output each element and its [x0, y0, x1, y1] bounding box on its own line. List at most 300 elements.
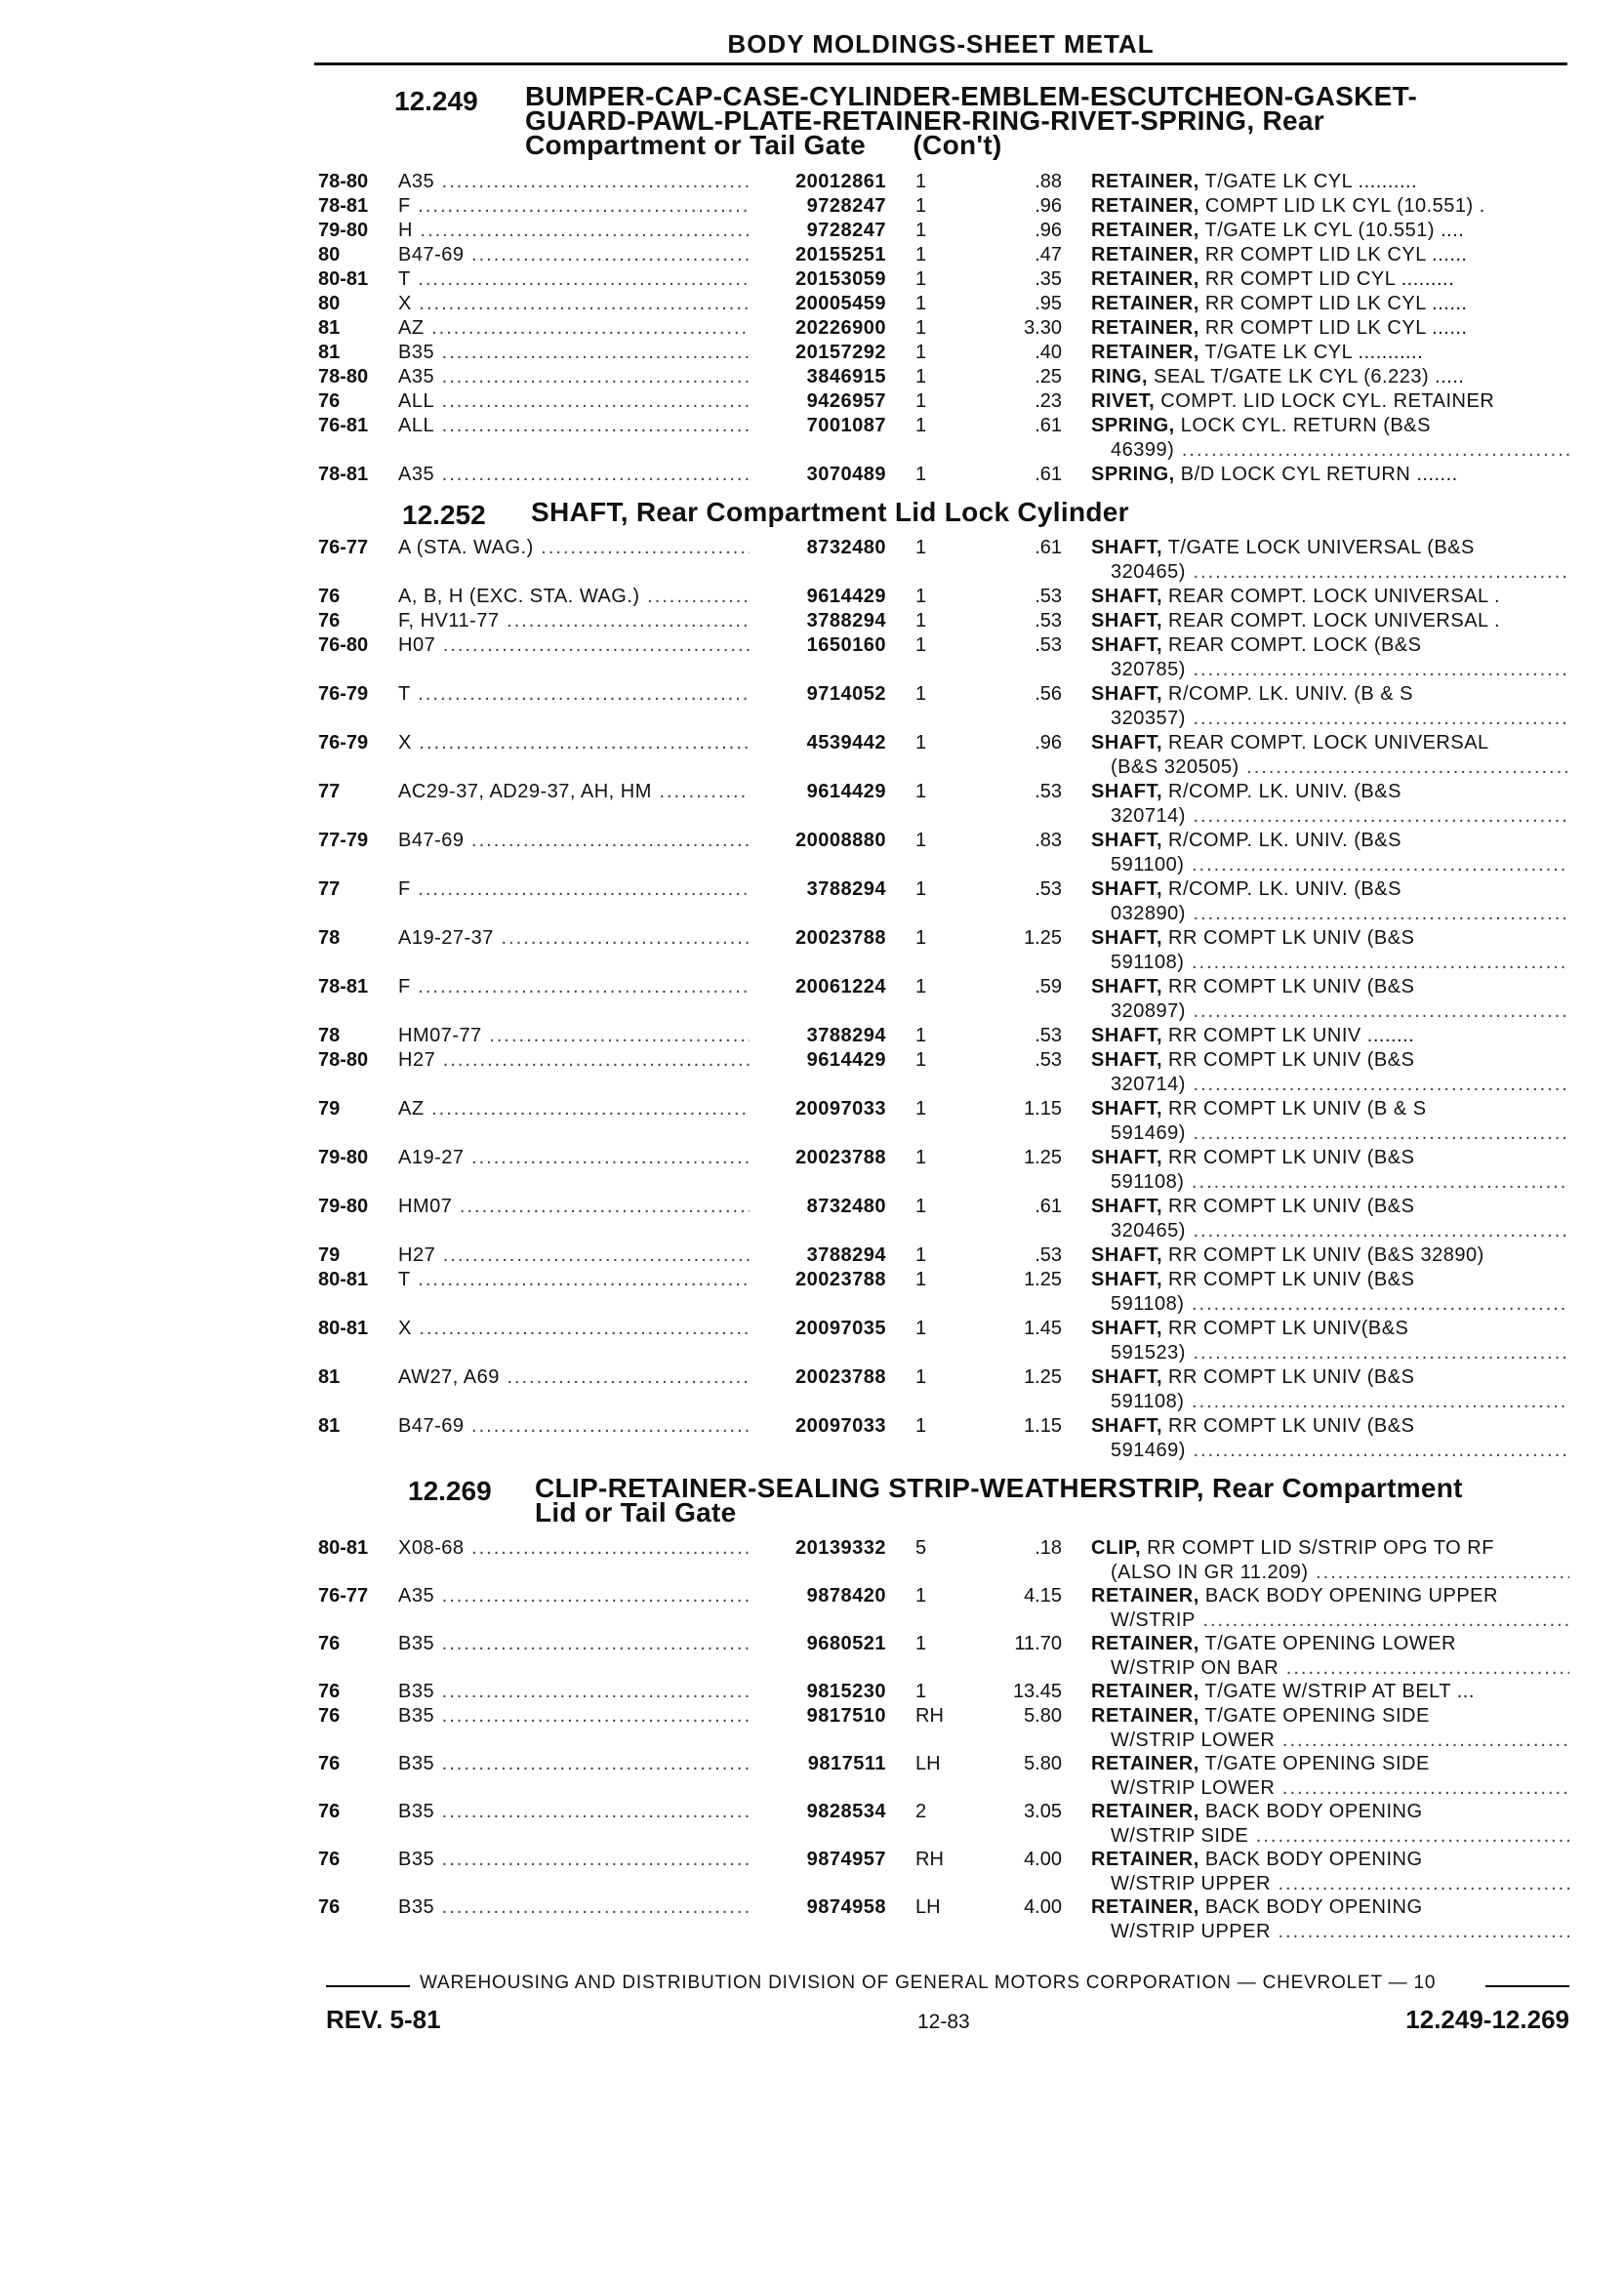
year-cell: 78-80 [318, 1049, 369, 1071]
model-cell: B47-69 ..... [398, 1415, 750, 1438]
description-keyword: SHAFT, [1091, 683, 1162, 705]
description-cell [1091, 268, 1569, 291]
description-text: RR COMPT LK UNIV (B&S [1162, 976, 1415, 998]
description-continuation: 032890) ..... [1111, 903, 1569, 925]
description-keyword: SHAFT, [1091, 1415, 1162, 1437]
table-row [0, 878, 1624, 902]
table-row [0, 1849, 1624, 1872]
model-cell: AC29-37, AD29-37, AH, HM ..... [398, 781, 750, 803]
model-cell: T ..... [398, 1269, 750, 1291]
model-cell: B35 ..... [398, 1849, 750, 1871]
part-number-cell: 20023788 [795, 1147, 886, 1168]
table-row-continuation [0, 1000, 1624, 1024]
model-cell: AZ ..... [398, 1098, 750, 1120]
table-row [0, 1753, 1624, 1776]
quantity-cell: 1 [915, 220, 927, 241]
model-cell: F ..... [398, 976, 750, 998]
header-rule [314, 62, 1567, 65]
description-cell [1091, 537, 1569, 559]
table-row [0, 830, 1624, 853]
description-text: RR COMPT LK UNIV (B&S [1162, 1366, 1415, 1388]
table-row [0, 268, 1624, 292]
description-keyword: SHAFT, [1091, 781, 1162, 802]
year-cell: 76 [318, 1896, 341, 1918]
description-cell [1091, 830, 1569, 852]
table-row-continuation [0, 1657, 1624, 1681]
table-row [0, 683, 1624, 707]
quantity-cell: 1 [915, 1147, 927, 1168]
model-cell: F, HV11-77 ..... [398, 610, 750, 632]
description-keyword: SHAFT, [1091, 537, 1162, 558]
part-number-cell: 20157292 [795, 342, 886, 363]
description-cell [1091, 220, 1569, 242]
model-cell: AZ ..... [398, 317, 750, 340]
year-cell: 76 [318, 586, 341, 607]
description-text: LOCK CYL. RETURN (B&S [1174, 415, 1431, 436]
description-cell [1091, 1049, 1569, 1072]
price-cell: 1.25 [1024, 1147, 1062, 1168]
part-number-cell: 20097033 [795, 1098, 886, 1120]
description-continuation: 46399) ..... [1111, 439, 1569, 462]
quantity-cell: 1 [915, 1681, 927, 1702]
description-continuation: 591100) ..... [1111, 854, 1569, 876]
description-keyword: SPRING, [1091, 464, 1175, 485]
part-number-cell: 9614429 [806, 781, 886, 802]
description-continuation: W/STRIP ..... [1111, 1609, 1569, 1632]
quantity-cell: 1 [915, 781, 927, 802]
quantity-cell: 1 [915, 268, 927, 290]
description-continuation: (ALSO IN GR 11.209) ..... [1111, 1562, 1569, 1584]
table-row-continuation [0, 1730, 1624, 1753]
table-row [0, 732, 1624, 755]
year-cell: 81 [318, 1415, 341, 1437]
table-row-continuation [0, 1342, 1624, 1365]
model-cell: T ..... [398, 683, 750, 706]
part-number-cell: 9874958 [806, 1896, 886, 1918]
quantity-cell: 1 [915, 1049, 927, 1071]
year-cell: 78-81 [318, 464, 369, 485]
description-keyword: SPRING, [1091, 415, 1175, 436]
quantity-cell: 1 [915, 1633, 927, 1654]
year-cell: 76-77 [318, 537, 369, 558]
year-cell: 76 [318, 1801, 341, 1822]
description-text: T/GATE LOCK UNIVERSAL (B&S [1162, 537, 1475, 558]
description-text: T/GATE OPENING LOWER [1198, 1633, 1456, 1654]
price-cell: .53 [1035, 586, 1062, 607]
table-row [0, 1681, 1624, 1704]
part-number-cell: 9828534 [806, 1801, 886, 1822]
description-keyword: SHAFT, [1091, 927, 1162, 949]
description-text: RR COMPT LK UNIV(B&S [1162, 1318, 1409, 1339]
year-cell: 76 [318, 1849, 341, 1870]
description-text: RR COMPT LID CYL ......... [1198, 268, 1455, 290]
price-cell: 1.15 [1024, 1415, 1062, 1437]
description-keyword: RETAINER, [1091, 171, 1199, 192]
description-keyword: RETAINER, [1091, 342, 1199, 363]
description-cell [1091, 732, 1569, 754]
table-row [0, 927, 1624, 951]
model-cell: X ..... [398, 732, 750, 754]
description-cell [1091, 244, 1569, 266]
table-row [0, 634, 1624, 658]
table-row [0, 1025, 1624, 1048]
model-cell: H27 ..... [398, 1244, 750, 1267]
table-row [0, 1366, 1624, 1390]
quantity-cell: LH [915, 1753, 941, 1774]
description-keyword: SHAFT, [1091, 1147, 1162, 1168]
section-title-line: GUARD-PAWL-PLATE-RETAINER-RING-RIVET-SPRING, Rear [525, 105, 1324, 136]
description-keyword: RETAINER, [1091, 1585, 1199, 1607]
description-text: COMPT. LID LOCK CYL. RETAINER [1155, 390, 1495, 412]
price-cell: 1.25 [1024, 1269, 1062, 1290]
year-cell: 77 [318, 781, 341, 802]
table-row-continuation [0, 756, 1624, 780]
description-text: T/GATE LK CYL (10.551) .... [1198, 220, 1465, 241]
description-continuation: 320465) ..... [1111, 1220, 1569, 1242]
table-row-continuation [0, 1074, 1624, 1097]
description-text: RR COMPT LK UNIV (B&S [1162, 1415, 1415, 1437]
price-cell: .53 [1035, 781, 1062, 802]
table-row [0, 366, 1624, 389]
model-cell: A, B, H (EXC. STA. WAG.) ..... [398, 586, 750, 608]
model-cell: B35 ..... [398, 1681, 750, 1703]
year-cell: 76 [318, 1633, 341, 1654]
part-number-cell: 20023788 [795, 1269, 886, 1290]
footer-rule-left [326, 1985, 410, 1987]
price-cell: .56 [1035, 683, 1062, 705]
year-cell: 77-79 [318, 830, 369, 851]
description-continuation: W/STRIP LOWER ..... [1111, 1730, 1569, 1752]
description-cell [1091, 634, 1569, 657]
table-row [0, 1415, 1624, 1439]
description-keyword: SHAFT, [1091, 1196, 1162, 1217]
description-text: RR COMPT LID LK CYL ...... [1198, 244, 1468, 265]
table-row-continuation [0, 1293, 1624, 1317]
description-text: RR COMPT LK UNIV ........ [1162, 1025, 1415, 1046]
model-cell: H ..... [398, 220, 750, 242]
description-continuation: 591469) ..... [1111, 1122, 1569, 1145]
price-cell: .96 [1035, 195, 1062, 217]
description-cell [1091, 781, 1569, 803]
section-title-line: BUMPER-CAP-CASE-CYLINDER-EMBLEM-ESCUTCHEON-GASKET- [525, 81, 1418, 111]
table-row [0, 171, 1624, 194]
price-cell: 13.45 [1012, 1681, 1062, 1702]
price-cell: 4.15 [1024, 1585, 1062, 1607]
year-cell: 77 [318, 878, 341, 900]
year-cell: 81 [318, 1366, 341, 1388]
description-text: T/GATE OPENING SIDE [1198, 1753, 1430, 1774]
description-text: BACK BODY OPENING [1198, 1801, 1423, 1822]
description-keyword: RETAINER, [1091, 268, 1199, 290]
model-cell: H07 ..... [398, 634, 750, 657]
description-cell [1091, 342, 1569, 364]
table-row [0, 1537, 1624, 1561]
description-continuation: 320785) ..... [1111, 659, 1569, 681]
price-cell: .18 [1035, 1537, 1062, 1559]
table-row-continuation [0, 1777, 1624, 1801]
section-number: 12.249 [394, 86, 478, 116]
footer-division: WAREHOUSING AND DISTRIBUTION DIVISION OF GENERAL MOTORS CORPORATION — CHEVROLET — 10 [420, 1973, 1437, 1993]
price-cell: .53 [1035, 1049, 1062, 1071]
year-cell: 76-79 [318, 732, 369, 753]
model-cell: A (STA. WAG.) ..... [398, 537, 750, 559]
description-continuation: 320714) ..... [1111, 805, 1569, 828]
year-cell: 78 [318, 927, 341, 949]
description-keyword: RETAINER, [1091, 195, 1199, 217]
model-cell: B35 ..... [398, 1633, 750, 1655]
model-cell: ALL ..... [398, 390, 750, 413]
description-keyword: RING, [1091, 366, 1149, 387]
description-cell [1091, 1415, 1569, 1438]
description-continuation: 591108) ..... [1111, 952, 1569, 974]
quantity-cell: 1 [915, 1318, 927, 1339]
model-cell: X08-68 ..... [398, 1537, 750, 1560]
description-cell [1091, 1705, 1569, 1728]
description-cell [1091, 586, 1569, 608]
quantity-cell: 1 [915, 244, 927, 265]
model-cell: B35 ..... [398, 1896, 750, 1919]
model-cell: A35 ..... [398, 171, 750, 193]
description-text: REAR COMPT. LOCK (B&S [1162, 634, 1422, 656]
quantity-cell: 1 [915, 293, 927, 314]
price-cell: .88 [1035, 171, 1062, 192]
price-cell: .61 [1035, 537, 1062, 558]
description-cell [1091, 1585, 1569, 1608]
part-number-cell: 20023788 [795, 927, 886, 949]
description-keyword: SHAFT, [1091, 610, 1162, 631]
description-cell [1091, 195, 1569, 218]
price-cell: .53 [1035, 1244, 1062, 1266]
price-cell: .61 [1035, 464, 1062, 485]
table-row-continuation [0, 1391, 1624, 1414]
section-number: 12.269 [408, 1476, 492, 1506]
year-cell: 78-81 [318, 976, 369, 998]
year-cell: 76-80 [318, 634, 369, 656]
year-cell: 78-80 [318, 171, 369, 192]
description-cell [1091, 610, 1569, 632]
description-keyword: SHAFT, [1091, 1318, 1162, 1339]
description-text: RR COMPT LK UNIV (B&S [1162, 1269, 1415, 1290]
table-row-continuation [0, 1220, 1624, 1243]
table-row [0, 1896, 1624, 1920]
description-text: RR COMPT LK UNIV (B&S [1162, 1147, 1415, 1168]
description-continuation: W/STRIP LOWER ..... [1111, 1777, 1569, 1800]
table-row [0, 342, 1624, 365]
description-text: R/COMP. LK. UNIV. (B & S [1162, 683, 1414, 705]
table-row-continuation [0, 1873, 1624, 1896]
quantity-cell: 1 [915, 683, 927, 705]
quantity-cell: 1 [915, 1366, 927, 1388]
year-cell: 80 [318, 244, 341, 265]
description-keyword: SHAFT, [1091, 1098, 1162, 1120]
price-cell: .95 [1035, 293, 1062, 314]
description-keyword: RETAINER, [1091, 1849, 1199, 1870]
description-keyword: RETAINER, [1091, 1753, 1199, 1774]
description-text: BACK BODY OPENING [1198, 1849, 1423, 1870]
part-number-cell: 20012861 [795, 171, 886, 192]
year-cell: 79-80 [318, 1147, 369, 1168]
description-text: R/COMP. LK. UNIV. (B&S [1162, 878, 1401, 900]
part-number-cell: 3788294 [806, 610, 886, 631]
description-cell [1091, 293, 1569, 315]
table-row-continuation [0, 1171, 1624, 1195]
year-cell: 76-79 [318, 683, 369, 705]
description-keyword: SHAFT, [1091, 878, 1162, 900]
part-number-cell: 3788294 [806, 878, 886, 900]
year-cell: 80-81 [318, 1537, 369, 1559]
year-cell: 78-81 [318, 195, 369, 217]
model-cell: HM07 ..... [398, 1196, 750, 1218]
price-cell: 5.80 [1024, 1753, 1062, 1774]
part-number-cell: 3846915 [806, 366, 886, 387]
section-title-line: CLIP-RETAINER-SEALING STRIP-WEATHERSTRIP, Rear Compartment [535, 1473, 1463, 1503]
description-text: R/COMP. LK. UNIV. (B&S [1162, 830, 1401, 851]
description-cell [1091, 1681, 1569, 1703]
description-text: REAR COMPT. LOCK UNIVERSAL . [1162, 610, 1501, 631]
table-row-continuation [0, 1562, 1624, 1585]
price-cell: .35 [1035, 268, 1062, 290]
quantity-cell: 1 [915, 390, 927, 412]
section-title-line: Lid or Tail Gate [535, 1497, 737, 1527]
table-row-continuation [0, 561, 1624, 585]
table-row [0, 1318, 1624, 1341]
description-cell [1091, 1753, 1569, 1775]
year-cell: 76 [318, 610, 341, 631]
part-number-cell: 9815230 [806, 1681, 886, 1702]
part-number-cell: 9817510 [806, 1705, 886, 1727]
description-cell [1091, 878, 1569, 901]
table-row [0, 1049, 1624, 1073]
table-row [0, 1196, 1624, 1219]
description-text: RR COMPT LK UNIV (B & S [1162, 1098, 1427, 1120]
description-cell [1091, 1537, 1569, 1560]
description-continuation: 591469) ..... [1111, 1440, 1569, 1462]
table-row-continuation [0, 903, 1624, 926]
price-cell: 1.25 [1024, 1366, 1062, 1388]
description-continuation: 320714) ..... [1111, 1074, 1569, 1096]
description-keyword: SHAFT, [1091, 586, 1162, 607]
price-cell: 1.45 [1024, 1318, 1062, 1339]
description-keyword: SHAFT, [1091, 1269, 1162, 1290]
year-cell: 80-81 [318, 268, 369, 290]
description-keyword: RETAINER, [1091, 244, 1199, 265]
model-cell: A35 ..... [398, 1585, 750, 1608]
description-keyword: SHAFT, [1091, 1244, 1162, 1266]
description-keyword: RETAINER, [1091, 1633, 1199, 1654]
part-number-cell: 9680521 [806, 1633, 886, 1654]
description-text: RR COMPT LID LK CYL ...... [1198, 317, 1468, 339]
price-cell: .96 [1035, 732, 1062, 753]
description-continuation: 320357) ..... [1111, 708, 1569, 730]
quantity-cell: 1 [915, 1269, 927, 1290]
description-text: BACK BODY OPENING UPPER [1198, 1585, 1498, 1607]
quantity-cell: 2 [915, 1801, 927, 1822]
description-continuation: 591108) ..... [1111, 1171, 1569, 1194]
section-title-line: Compartment or Tail Gate (Con't) [525, 130, 1002, 160]
quantity-cell: 5 [915, 1537, 927, 1559]
table-row-continuation [0, 854, 1624, 877]
description-cell [1091, 1801, 1569, 1823]
price-cell: .61 [1035, 1196, 1062, 1217]
quantity-cell: RH [915, 1849, 944, 1870]
model-cell: B35 ..... [398, 1705, 750, 1728]
part-number-cell: 9874957 [806, 1849, 886, 1870]
section-number: 12.252 [402, 500, 486, 530]
price-cell: .23 [1035, 390, 1062, 412]
year-cell: 80-81 [318, 1318, 369, 1339]
part-number-cell: 9728247 [806, 220, 886, 241]
table-row [0, 1705, 1624, 1729]
year-cell: 79 [318, 1244, 341, 1266]
description-continuation: (B&S 320505) ..... [1111, 756, 1569, 779]
part-number-cell: 9614429 [806, 586, 886, 607]
part-number-cell: 20226900 [795, 317, 886, 339]
price-cell: 4.00 [1024, 1896, 1062, 1918]
table-row-continuation [0, 1609, 1624, 1633]
description-keyword: SHAFT, [1091, 732, 1162, 753]
quantity-cell: 1 [915, 366, 927, 387]
description-text: RR COMPT LK UNIV (B&S [1162, 927, 1415, 949]
quantity-cell: 1 [915, 317, 927, 339]
model-cell: F ..... [398, 195, 750, 218]
table-row [0, 1801, 1624, 1824]
quantity-cell: 1 [915, 1415, 927, 1437]
quantity-cell: 1 [915, 634, 927, 656]
model-cell: HM07-77 ..... [398, 1025, 750, 1047]
part-number-cell: 9817511 [807, 1753, 886, 1774]
description-text: RR COMPT LK UNIV (B&S 32890) [1162, 1244, 1484, 1266]
description-cell [1091, 683, 1569, 706]
footer-rule-right [1485, 1985, 1569, 1987]
part-number-cell: 9426957 [806, 390, 886, 412]
price-cell: .53 [1035, 634, 1062, 656]
description-text: REAR COMPT. LOCK UNIVERSAL [1162, 732, 1489, 753]
quantity-cell: 1 [915, 415, 927, 436]
part-number-cell: 20153059 [795, 268, 886, 290]
part-number-cell: 3788294 [806, 1244, 886, 1266]
part-number-cell: 20061224 [795, 976, 886, 998]
table-row [0, 586, 1624, 609]
description-keyword: RETAINER, [1091, 1681, 1199, 1702]
description-text: B/D LOCK CYL RETURN ....... [1174, 464, 1458, 485]
table-row [0, 1585, 1624, 1608]
part-number-cell: 9728247 [806, 195, 886, 217]
model-cell: A19-27-37 ..... [398, 927, 750, 950]
quantity-cell: 1 [915, 171, 927, 192]
model-cell: X ..... [398, 293, 750, 315]
part-number-cell: 20005459 [795, 293, 886, 314]
table-row [0, 781, 1624, 804]
description-text: COMPT LID LK CYL (10.551) . [1198, 195, 1485, 217]
table-row [0, 1269, 1624, 1292]
description-cell [1091, 1896, 1569, 1919]
quantity-cell: 1 [915, 1098, 927, 1120]
description-cell [1091, 1633, 1569, 1655]
page-number: 12-83 [917, 2011, 970, 2033]
model-cell: B47-69 ..... [398, 244, 750, 266]
table-row [0, 1633, 1624, 1656]
table-row-continuation [0, 952, 1624, 975]
quantity-cell: 1 [915, 464, 927, 485]
quantity-cell: 1 [915, 1196, 927, 1217]
part-number-cell: 9614429 [806, 1049, 886, 1071]
year-cell: 80-81 [318, 1269, 369, 1290]
description-continuation: W/STRIP UPPER ..... [1111, 1873, 1569, 1895]
description-text: REAR COMPT. LOCK UNIVERSAL . [1162, 586, 1501, 607]
year-cell: 76-77 [318, 1585, 369, 1607]
model-cell: B35 ..... [398, 1753, 750, 1775]
model-cell: ALL ..... [398, 415, 750, 437]
